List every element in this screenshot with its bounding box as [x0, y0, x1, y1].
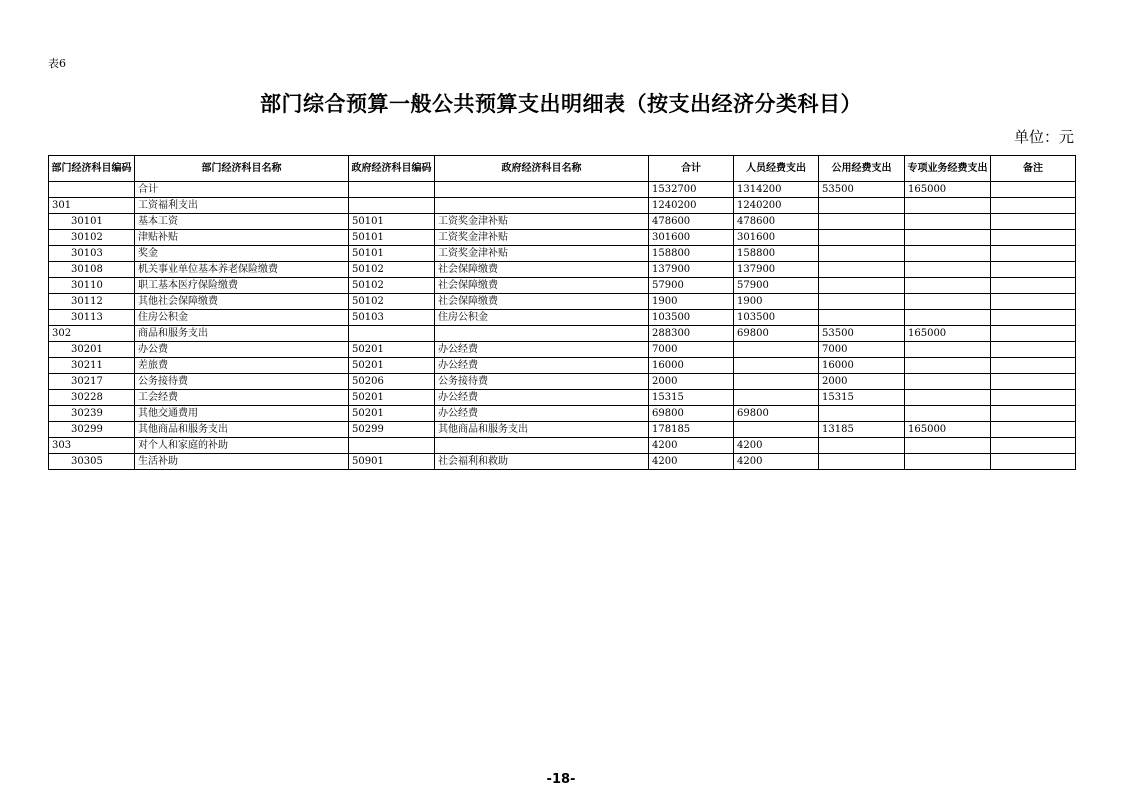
- dept-name-cell: 职工基本医疗保险缴费: [135, 278, 349, 294]
- gov-code-cell: 50101: [349, 246, 435, 262]
- notes-cell: [991, 438, 1076, 454]
- gov-code-cell: [349, 198, 435, 214]
- dept-code-cell: 30110: [49, 278, 135, 294]
- personnel-cell: 301600: [734, 230, 819, 246]
- dept-name-cell: 住房公积金: [135, 310, 349, 326]
- public-cell: 53500: [819, 182, 905, 198]
- personnel-cell: [734, 342, 819, 358]
- gov-code-cell: [349, 438, 435, 454]
- dept-name-cell: 基本工资: [135, 214, 349, 230]
- gov-name-cell: 社会保障缴费: [435, 294, 649, 310]
- dept-name-cell: 工资福利支出: [135, 198, 349, 214]
- header-dept-name: 部门经济科目名称: [135, 156, 349, 182]
- header-gov-name: 政府经济科目名称: [435, 156, 649, 182]
- table-row: [49, 358, 1076, 374]
- budget-detail-table: [48, 155, 1076, 470]
- total-cell: 1240200: [649, 198, 734, 214]
- notes-cell: [991, 422, 1076, 438]
- total-cell: 4200: [649, 454, 734, 470]
- gov-name-cell: 办公经费: [435, 406, 649, 422]
- gov-name-cell: 工资奖金津补贴: [435, 230, 649, 246]
- dept-code-cell: 30112: [49, 294, 135, 310]
- notes-cell: [991, 454, 1076, 470]
- public-cell: [819, 438, 905, 454]
- table-row: [49, 454, 1076, 470]
- dept-code-cell: 30101: [49, 214, 135, 230]
- gov-name-cell: 社会福利和救助: [435, 454, 649, 470]
- personnel-cell: [734, 374, 819, 390]
- personnel-cell: 69800: [734, 406, 819, 422]
- dept-code-cell: 30299: [49, 422, 135, 438]
- notes-cell: [991, 374, 1076, 390]
- dept-name-cell: 津贴补贴: [135, 230, 349, 246]
- public-cell: [819, 278, 905, 294]
- total-cell: 301600: [649, 230, 734, 246]
- special-cell: 165000: [905, 326, 991, 342]
- total-cell: 16000: [649, 358, 734, 374]
- table-header-row: [49, 156, 1076, 182]
- notes-cell: [991, 278, 1076, 294]
- dept-name-cell: 工会经费: [135, 390, 349, 406]
- notes-cell: [991, 326, 1076, 342]
- personnel-cell: [734, 422, 819, 438]
- special-cell: [905, 294, 991, 310]
- dept-code-cell: 30108: [49, 262, 135, 278]
- table-row: [49, 214, 1076, 230]
- special-cell: [905, 374, 991, 390]
- gov-code-cell: 50201: [349, 390, 435, 406]
- total-cell: 478600: [649, 214, 734, 230]
- notes-cell: [991, 214, 1076, 230]
- gov-code-cell: [349, 326, 435, 342]
- public-cell: [819, 246, 905, 262]
- dept-name-cell: 商品和服务支出: [135, 326, 349, 342]
- notes-cell: [991, 230, 1076, 246]
- table-row: [49, 422, 1076, 438]
- personnel-cell: 1900: [734, 294, 819, 310]
- special-cell: [905, 230, 991, 246]
- notes-cell: [991, 262, 1076, 278]
- total-cell: 7000: [649, 342, 734, 358]
- table-row: [49, 310, 1076, 326]
- gov-code-cell: 50102: [349, 294, 435, 310]
- unit-label: 单位：元: [1013, 128, 1074, 146]
- total-cell: 69800: [649, 406, 734, 422]
- total-cell: 178185: [649, 422, 734, 438]
- personnel-cell: 69800: [734, 326, 819, 342]
- special-cell: 165000: [905, 422, 991, 438]
- table-row: [49, 246, 1076, 262]
- table-row: [49, 278, 1076, 294]
- special-cell: [905, 390, 991, 406]
- dept-name-cell: 其他商品和服务支出: [135, 422, 349, 438]
- table-row: [49, 390, 1076, 406]
- gov-code-cell: 50201: [349, 342, 435, 358]
- gov-code-cell: 50101: [349, 230, 435, 246]
- dept-code-cell: 30228: [49, 390, 135, 406]
- special-cell: [905, 358, 991, 374]
- table-number-label: 表6: [48, 57, 66, 70]
- gov-code-cell: 50102: [349, 278, 435, 294]
- gov-code-cell: 50103: [349, 310, 435, 326]
- gov-code-cell: 50201: [349, 358, 435, 374]
- personnel-cell: [734, 390, 819, 406]
- dept-code-cell: 30211: [49, 358, 135, 374]
- public-cell: [819, 406, 905, 422]
- total-cell: 158800: [649, 246, 734, 262]
- personnel-cell: 478600: [734, 214, 819, 230]
- gov-code-cell: 50901: [349, 454, 435, 470]
- personnel-cell: 4200: [734, 454, 819, 470]
- gov-code-cell: 50201: [349, 406, 435, 422]
- dept-name-cell: 公务接待费: [135, 374, 349, 390]
- table-body: [49, 182, 1076, 470]
- dept-name-cell: 生活补助: [135, 454, 349, 470]
- special-cell: [905, 438, 991, 454]
- notes-cell: [991, 246, 1076, 262]
- dept-code-cell: 302: [49, 326, 135, 342]
- personnel-cell: [734, 358, 819, 374]
- dept-code-cell: 30102: [49, 230, 135, 246]
- header-gov-code: 政府经济科目编码: [349, 156, 435, 182]
- special-cell: [905, 246, 991, 262]
- table-row: [49, 326, 1076, 342]
- gov-name-cell: 办公经费: [435, 342, 649, 358]
- special-cell: [905, 342, 991, 358]
- public-cell: 2000: [819, 374, 905, 390]
- personnel-cell: 158800: [734, 246, 819, 262]
- total-cell: 57900: [649, 278, 734, 294]
- public-cell: 15315: [819, 390, 905, 406]
- dept-code-cell: 30103: [49, 246, 135, 262]
- gov-name-cell: 工资奖金津补贴: [435, 246, 649, 262]
- gov-name-cell: 社会保障缴费: [435, 262, 649, 278]
- public-cell: [819, 214, 905, 230]
- dept-code-cell: 303: [49, 438, 135, 454]
- dept-name-cell: 办公费: [135, 342, 349, 358]
- notes-cell: [991, 182, 1076, 198]
- table-row: [49, 294, 1076, 310]
- personnel-cell: 103500: [734, 310, 819, 326]
- header-personnel: 人员经费支出: [734, 156, 819, 182]
- table-row: [49, 374, 1076, 390]
- notes-cell: [991, 310, 1076, 326]
- table-row: [49, 198, 1076, 214]
- table-row: [49, 262, 1076, 278]
- notes-cell: [991, 198, 1076, 214]
- gov-name-cell: 其他商品和服务支出: [435, 422, 649, 438]
- header-dept-code: 部门经济科目编码: [49, 156, 135, 182]
- gov-name-cell: 社会保障缴费: [435, 278, 649, 294]
- header-public: 公用经费支出: [819, 156, 905, 182]
- header-special: 专项业务经费支出: [905, 156, 991, 182]
- dept-name-cell: 其他社会保障缴费: [135, 294, 349, 310]
- public-cell: [819, 198, 905, 214]
- gov-name-cell: 工资奖金津补贴: [435, 214, 649, 230]
- gov-name-cell: 办公经费: [435, 390, 649, 406]
- header-notes: 备注: [991, 156, 1076, 182]
- special-cell: [905, 262, 991, 278]
- dept-code-cell: 30113: [49, 310, 135, 326]
- gov-code-cell: 50299: [349, 422, 435, 438]
- gov-code-cell: 50206: [349, 374, 435, 390]
- gov-name-cell: 住房公积金: [435, 310, 649, 326]
- total-cell: 137900: [649, 262, 734, 278]
- gov-name-cell: [435, 182, 649, 198]
- dept-code-cell: 30217: [49, 374, 135, 390]
- personnel-cell: 137900: [734, 262, 819, 278]
- total-cell: 4200: [649, 438, 734, 454]
- notes-cell: [991, 294, 1076, 310]
- notes-cell: [991, 406, 1076, 422]
- gov-code-cell: 50102: [349, 262, 435, 278]
- special-cell: [905, 454, 991, 470]
- dept-name-cell: 合计: [135, 182, 349, 198]
- page-number: -18-: [546, 772, 576, 787]
- public-cell: [819, 310, 905, 326]
- dept-code-cell: 301: [49, 198, 135, 214]
- public-cell: 7000: [819, 342, 905, 358]
- personnel-cell: 4200: [734, 438, 819, 454]
- notes-cell: [991, 342, 1076, 358]
- special-cell: [905, 214, 991, 230]
- gov-name-cell: [435, 326, 649, 342]
- public-cell: [819, 454, 905, 470]
- dept-code-cell: 30239: [49, 406, 135, 422]
- dept-code-cell: 30201: [49, 342, 135, 358]
- public-cell: [819, 294, 905, 310]
- gov-name-cell: 办公经费: [435, 358, 649, 374]
- table-row: [49, 182, 1076, 198]
- personnel-cell: 57900: [734, 278, 819, 294]
- public-cell: [819, 262, 905, 278]
- gov-code-cell: 50101: [349, 214, 435, 230]
- dept-name-cell: 机关事业单位基本养老保险缴费: [135, 262, 349, 278]
- public-cell: [819, 230, 905, 246]
- dept-name-cell: 其他交通费用: [135, 406, 349, 422]
- gov-name-cell: [435, 438, 649, 454]
- notes-cell: [991, 358, 1076, 374]
- special-cell: [905, 198, 991, 214]
- personnel-cell: 1314200: [734, 182, 819, 198]
- personnel-cell: 1240200: [734, 198, 819, 214]
- total-cell: 2000: [649, 374, 734, 390]
- dept-code-cell: [49, 182, 135, 198]
- table-row: [49, 342, 1076, 358]
- total-cell: 15315: [649, 390, 734, 406]
- gov-name-cell: [435, 198, 649, 214]
- notes-cell: [991, 390, 1076, 406]
- special-cell: [905, 310, 991, 326]
- total-cell: 103500: [649, 310, 734, 326]
- table-row: [49, 230, 1076, 246]
- total-cell: 288300: [649, 326, 734, 342]
- public-cell: 16000: [819, 358, 905, 374]
- header-total: 合计: [649, 156, 734, 182]
- total-cell: 1532700: [649, 182, 734, 198]
- dept-code-cell: 30305: [49, 454, 135, 470]
- public-cell: 13185: [819, 422, 905, 438]
- special-cell: [905, 278, 991, 294]
- total-cell: 1900: [649, 294, 734, 310]
- gov-code-cell: [349, 182, 435, 198]
- table-row: [49, 406, 1076, 422]
- dept-name-cell: 奖金: [135, 246, 349, 262]
- gov-name-cell: 公务接待费: [435, 374, 649, 390]
- public-cell: 53500: [819, 326, 905, 342]
- dept-name-cell: 差旅费: [135, 358, 349, 374]
- page-title: 部门综合预算一般公共预算支出明细表（按支出经济分类科目）: [260, 92, 862, 116]
- special-cell: 165000: [905, 182, 991, 198]
- dept-name-cell: 对个人和家庭的补助: [135, 438, 349, 454]
- special-cell: [905, 406, 991, 422]
- table-row: [49, 438, 1076, 454]
